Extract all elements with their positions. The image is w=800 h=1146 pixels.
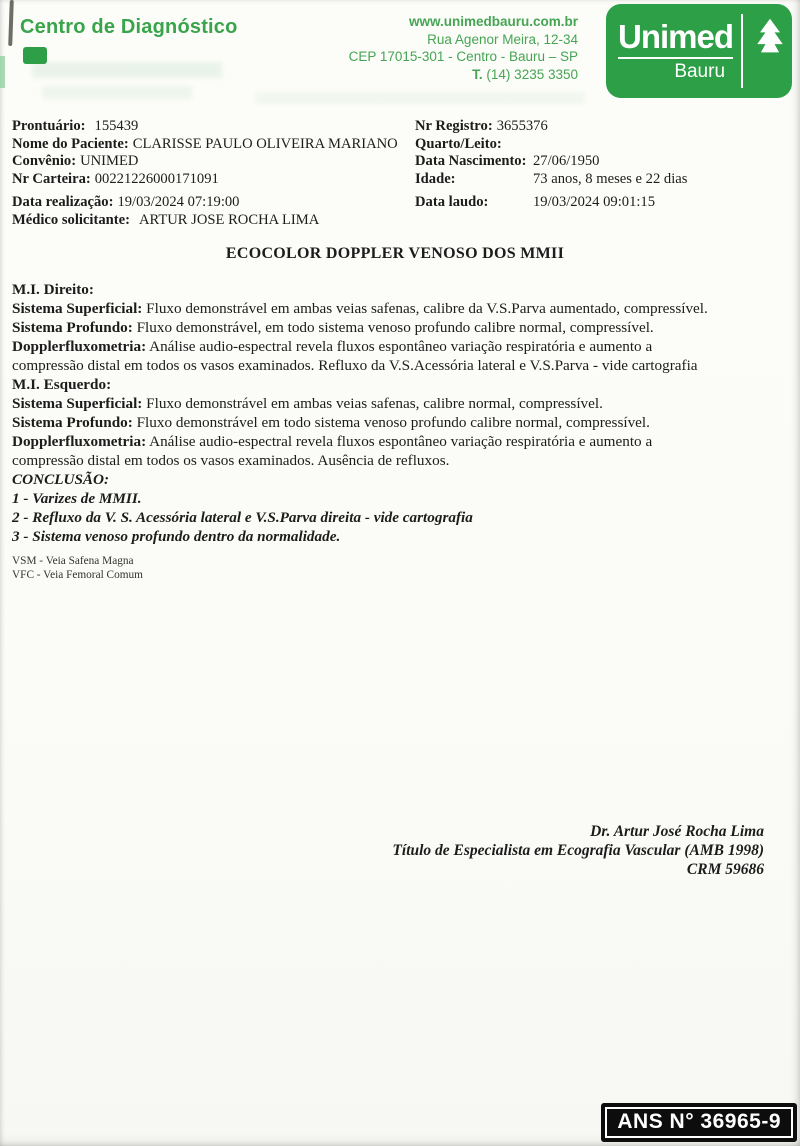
- conclusion-item: 2 - Refluxo da V. S. Acessória lateral e V.S.Parva direita - vide cartografia: [12, 509, 473, 526]
- clinic-cep: CEP 17015-301 - Centro - Bauru – SP: [348, 49, 578, 64]
- field-value: 19/03/2024 07:19:00: [117, 194, 240, 211]
- field-data-laudo: Data laudo: 19/03/2024 09:01:15: [415, 194, 656, 211]
- clinic-phone: [218, 66, 578, 84]
- clinic-street: Rua Agenor Meira, 12-34: [427, 31, 578, 47]
- scan-edge-artifact: [8, 0, 14, 46]
- field-value: ARTUR JOSE ROCHA LIMA: [138, 211, 320, 228]
- ans-registry-number: ANS N° 36965-9: [605, 1107, 793, 1138]
- field-data-nascimento: Data Nascimento: 27/06/1950: [415, 153, 600, 170]
- field-convenio: Convênio: UNIMED: [12, 153, 139, 170]
- physician-signature-block: [204, 822, 764, 879]
- conclusion-item: 1 - Varizes de MMII.: [12, 490, 142, 507]
- paragraph-sistema-superficial-direito: Sistema Superficial: Fluxo demonstrável em ambas veias safenas, calibre da V.S.Parva aumentado, compressível.: [12, 300, 708, 317]
- field-quarto-leito: Quarto/Leito:: [415, 135, 502, 152]
- signature-crm: CRM 59686: [686, 861, 764, 878]
- phone-number: (14) 3235 3350: [486, 66, 578, 82]
- field-value: 27/06/1950: [533, 153, 600, 170]
- patient-info-left-column: [12, 118, 412, 230]
- abbreviation-footnotes: [12, 555, 724, 582]
- show-through-artifact: [32, 62, 222, 78]
- unimed-brand-text: Unimed: [618, 17, 734, 55]
- green-square-mark: [23, 47, 47, 64]
- field-value: 19/03/2024 09:01:15: [533, 194, 656, 211]
- show-through-artifact: [42, 86, 192, 99]
- field-nr-registro: Nr Registro: 3655376: [415, 118, 548, 134]
- field-data-realizacao: Data realização: 19/03/2024 07:19:00: [12, 194, 240, 211]
- clinic-title: Centro de Diagnóstico: [20, 16, 238, 38]
- unimed-logo: [606, 4, 792, 98]
- section-heading-mi-direito: M.I. Direito:: [12, 281, 94, 298]
- field-nr-carteira: Nr Carteira: 00221226000171091: [12, 170, 219, 187]
- field-value: CLARISSE PAULO OLIVEIRA MARIANO: [132, 135, 398, 152]
- patient-info-right-column: [415, 118, 790, 212]
- conclusion-item: 3 - Sistema venoso profundo dentro da normalidade.: [12, 528, 341, 545]
- logo-divider-line: [618, 57, 733, 59]
- field-value: UNIMED: [80, 153, 139, 170]
- signature-specialty: Título de Especialista em Ecografia Vascular (AMB 1998): [392, 842, 764, 859]
- field-value: 00221226000171091: [94, 170, 219, 187]
- field-value: 155439: [94, 118, 139, 134]
- signature-name: Dr. Artur José Rocha Lima: [590, 823, 764, 840]
- paragraph-dopplerfluxometria-esquerdo: Dopplerfluxometria: Análise audio-espectral revela fluxos espontâneo variação respiratória e aumento a compressão distal em todos os vasos examinados. Ausência de refluxos.: [12, 433, 653, 469]
- conclusion-list: [12, 489, 724, 546]
- paragraph-sistema-profundo-esquerdo: Sistema Profundo: Fluxo demonstrável em todo sistema venoso profundo calibre normal, compressível.: [12, 414, 650, 431]
- field-nome-paciente: Nome do Paciente: CLARISSE PAULO OLIVEIRA MARIANO: [12, 135, 398, 152]
- field-value: 3655376: [496, 118, 548, 134]
- clinic-website: www.unimedbauru.com.br: [408, 14, 578, 29]
- field-prontuario: Prontuário: 155439: [12, 118, 139, 134]
- unimed-fir-icon: [741, 14, 790, 88]
- unimed-unit-text: Bauru: [674, 60, 726, 82]
- show-through-artifact: [255, 92, 585, 104]
- field-medico-solicitante: Médico solicitante: ARTUR JOSE ROCHA LIMA: [12, 211, 320, 228]
- field-value: 73 anos, 8 meses e 22 dias: [533, 170, 688, 187]
- report-body: [12, 280, 724, 582]
- phone-label: T.: [472, 66, 483, 82]
- section-heading-mi-esquerdo: M.I. Esquerdo:: [12, 376, 112, 393]
- field-idade: Idade: 73 anos, 8 meses e 22 dias: [415, 170, 688, 187]
- ans-registry-badge: [602, 1104, 796, 1141]
- paragraph-sistema-profundo-direito: Sistema Profundo: Fluxo demonstrável, em todo sistema venoso profundo calibre normal, compressível.: [12, 319, 654, 336]
- paragraph-dopplerfluxometria-direito: Dopplerfluxometria: Análise audio-espectral revela fluxos espontâneo variação respiratória e aumento a compressão distal em todos os vasos examinados. Refluxo da V.S.Acessória lateral e V.S.Parva - vide cartografia: [12, 338, 698, 374]
- report-title: ECOCOLOR DOPPLER VENOSO DOS MMII: [225, 245, 565, 262]
- clinic-address-block: [218, 13, 578, 83]
- scan-edge-artifact: [0, 56, 5, 88]
- footnote-vfc: VFC - Veia Femoral Comum: [12, 568, 143, 581]
- paragraph-sistema-superficial-esquerdo: Sistema Superficial: Fluxo demonstrável em ambas veias safenas, calibre normal, compressível.: [12, 395, 603, 412]
- conclusion-heading: CONCLUSÃO:: [12, 471, 110, 488]
- footnote-vsm: VSM - Veia Safena Magna: [12, 555, 134, 567]
